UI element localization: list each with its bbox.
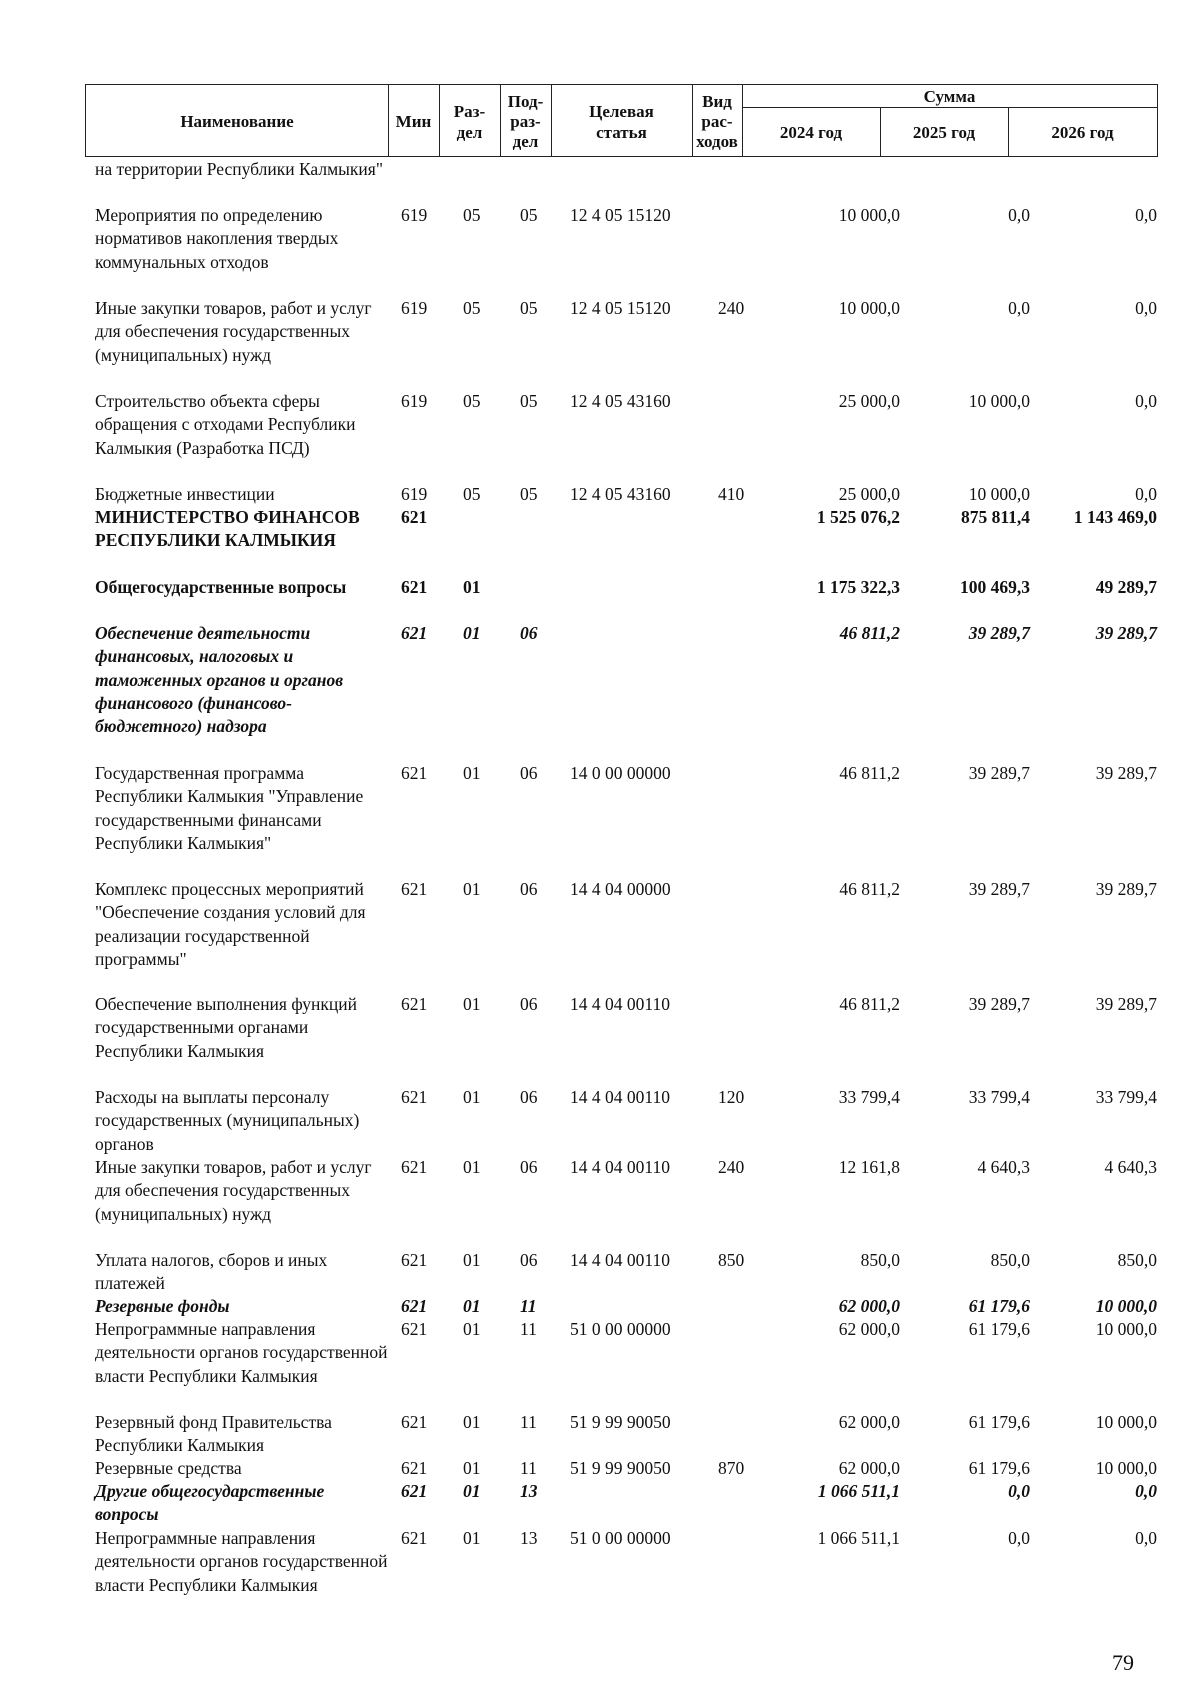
row-2025: 61 179,6 bbox=[968, 1296, 1030, 1316]
row-min: 621 bbox=[401, 1412, 428, 1432]
row-2025: 39 289,7 bbox=[968, 623, 1030, 643]
row-podrazdel: 11 bbox=[520, 1412, 537, 1432]
row-name: МИНИСТЕРСТВО ФИНАНСОВ РЕСПУБЛИКИ КАЛМЫКИЯ bbox=[95, 507, 360, 551]
row-podrazdel: 05 bbox=[520, 205, 538, 225]
row-2024: 62 000,0 bbox=[838, 1319, 900, 1339]
row-statya: 51 9 99 90050 bbox=[570, 1412, 671, 1432]
row-min: 621 bbox=[401, 1319, 428, 1339]
row-podrazdel: 05 bbox=[520, 391, 538, 411]
row-2024: 62 000,0 bbox=[838, 1412, 900, 1432]
row-2025: 33 799,4 bbox=[968, 1087, 1030, 1107]
row-2026: 39 289,7 bbox=[1095, 763, 1157, 783]
row-razdel: 01 bbox=[463, 1250, 481, 1270]
row-2024: 46 811,2 bbox=[839, 763, 900, 783]
row-statya: 51 0 00 00000 bbox=[570, 1319, 671, 1339]
row-2024: 46 811,2 bbox=[839, 623, 900, 643]
row-vid: 850 bbox=[718, 1250, 745, 1270]
row-min: 619 bbox=[401, 391, 428, 411]
row-2024: 1 175 322,3 bbox=[816, 577, 900, 597]
row-min: 621 bbox=[401, 994, 428, 1014]
header-2024: 2024 год bbox=[779, 123, 843, 142]
row-2024: 10 000,0 bbox=[838, 298, 900, 318]
row-min: 621 bbox=[401, 623, 428, 643]
row-min: 621 bbox=[401, 507, 428, 527]
row-2026: 39 289,7 bbox=[1095, 879, 1157, 899]
row-name: Строительство объекта сферы обращения с отходами Республики Калмыкия (Разработка ПСД) bbox=[95, 391, 356, 458]
row-2025: 0,0 bbox=[1008, 205, 1030, 225]
row-2025: 61 179,6 bbox=[968, 1412, 1030, 1432]
row-name: Обеспечение деятельности финансовых, налоговых и таможенных органов и органов финансового (финансово-бюджетного) надзора bbox=[95, 623, 344, 737]
row-name: Резервные средства bbox=[95, 1458, 242, 1478]
row-2026: 0,0 bbox=[1135, 391, 1157, 411]
row-min: 619 bbox=[401, 484, 428, 504]
row-2024: 62 000,0 bbox=[838, 1458, 900, 1478]
header-vid: Вид рас- ходов bbox=[696, 91, 738, 151]
row-2024: 46 811,2 bbox=[839, 994, 900, 1014]
row-2025: 39 289,7 bbox=[968, 879, 1030, 899]
row-name: Уплата налогов, сборов и иных платежей bbox=[95, 1250, 328, 1294]
row-razdel: 01 bbox=[463, 1319, 481, 1339]
row-min: 621 bbox=[401, 577, 428, 597]
row-razdel: 01 bbox=[463, 1528, 481, 1548]
row-min: 621 bbox=[401, 1296, 428, 1316]
row-statya: 14 4 04 00000 bbox=[570, 879, 671, 899]
row-2024: 10 000,0 bbox=[838, 205, 900, 225]
row-2025: 39 289,7 bbox=[968, 763, 1030, 783]
row-2026: 39 289,7 bbox=[1095, 994, 1157, 1014]
header-summa: Сумма bbox=[923, 86, 976, 106]
row-name: Бюджетные инвестиции bbox=[95, 484, 275, 504]
header-min: Мин bbox=[395, 112, 432, 131]
row-2026: 0,0 bbox=[1135, 1481, 1157, 1501]
row-statya: 12 4 05 15120 bbox=[570, 205, 671, 225]
row-name: Государственная программа Республики Калмыкия "Управление государственными финансами Республики Калмыкия" bbox=[95, 763, 364, 853]
row-2024: 1 066 511,1 bbox=[817, 1528, 900, 1548]
row-2025: 875 811,4 bbox=[960, 507, 1030, 527]
row-razdel: 01 bbox=[463, 1412, 481, 1432]
row-podrazdel: 11 bbox=[520, 1296, 537, 1316]
row-name: Мероприятия по определению нормативов накопления твердых коммунальных отходов bbox=[95, 205, 339, 272]
row-name: Общегосударственные вопросы bbox=[95, 577, 347, 597]
row-podrazdel: 11 bbox=[520, 1458, 537, 1478]
row-2024: 33 799,4 bbox=[838, 1087, 900, 1107]
row-2026: 0,0 bbox=[1135, 205, 1157, 225]
row-2026: 1 143 469,0 bbox=[1073, 507, 1157, 527]
row-razdel: 05 bbox=[463, 391, 481, 411]
page-number: 79 bbox=[1112, 1650, 1134, 1675]
row-podrazdel: 11 bbox=[520, 1319, 537, 1339]
header-name: Наименование bbox=[180, 112, 294, 131]
row-razdel: 01 bbox=[463, 1087, 481, 1107]
row-razdel: 05 bbox=[463, 298, 481, 318]
row-statya: 14 4 04 00110 bbox=[570, 1087, 670, 1107]
row-2026: 49 289,7 bbox=[1095, 577, 1157, 597]
row-min: 621 bbox=[401, 1087, 428, 1107]
row-2025: 10 000,0 bbox=[968, 484, 1030, 504]
row-2025: 850,0 bbox=[990, 1250, 1030, 1270]
row-razdel: 01 bbox=[463, 879, 481, 899]
row-statya: 14 0 00 00000 bbox=[570, 763, 671, 783]
row-min: 621 bbox=[401, 1250, 428, 1270]
row-vid: 240 bbox=[718, 1157, 745, 1177]
row-vid: 870 bbox=[718, 1458, 745, 1478]
row-statya: 14 4 04 00110 bbox=[570, 1157, 670, 1177]
header-razdel: Раз- дел bbox=[453, 101, 486, 142]
row-2025: 4 640,3 bbox=[977, 1157, 1030, 1177]
row-vid: 240 bbox=[718, 298, 745, 318]
row-name: Обеспечение выполнения функций государственными органами Республики Калмыкия bbox=[95, 994, 357, 1061]
row-podrazdel: 06 bbox=[520, 879, 538, 899]
row-statya: 51 0 00 00000 bbox=[570, 1528, 671, 1548]
row-podrazdel: 13 bbox=[520, 1481, 538, 1501]
row-razdel: 01 bbox=[463, 1458, 481, 1478]
row-statya: 12 4 05 43160 bbox=[570, 484, 671, 504]
row-razdel: 05 bbox=[463, 484, 481, 504]
row-2025: 61 179,6 bbox=[968, 1458, 1030, 1478]
row-name: Иные закупки товаров, работ и услуг для обеспечения государственных (муниципальных) нужд bbox=[95, 1157, 372, 1224]
row-razdel: 01 bbox=[463, 1481, 481, 1501]
row-2024: 850,0 bbox=[860, 1250, 900, 1270]
row-2024: 25 000,0 bbox=[838, 391, 900, 411]
row-min: 621 bbox=[401, 1528, 428, 1548]
row-razdel: 05 bbox=[463, 205, 481, 225]
row-razdel: 01 bbox=[463, 1296, 481, 1316]
row-2024: 1 066 511,1 bbox=[817, 1481, 900, 1501]
row-name: на территории Республики Калмыкия" bbox=[95, 159, 383, 179]
row-statya: 14 4 04 00110 bbox=[570, 1250, 670, 1270]
row-2025: 100 469,3 bbox=[960, 577, 1030, 597]
header-2026: 2026 год bbox=[1051, 123, 1114, 142]
row-2026: 0,0 bbox=[1135, 298, 1157, 318]
row-podrazdel: 05 bbox=[520, 484, 538, 504]
row-min: 621 bbox=[401, 1157, 428, 1177]
row-podrazdel: 06 bbox=[520, 763, 538, 783]
row-2026: 39 289,7 bbox=[1095, 623, 1157, 643]
row-podrazdel: 05 bbox=[520, 298, 538, 318]
row-2025: 0,0 bbox=[1008, 1481, 1030, 1501]
row-podrazdel: 13 bbox=[520, 1528, 538, 1548]
row-2024: 12 161,8 bbox=[838, 1157, 900, 1177]
table-header bbox=[85, 84, 1158, 157]
row-podrazdel: 06 bbox=[520, 1157, 538, 1177]
row-podrazdel: 06 bbox=[520, 623, 538, 643]
row-2025: 0,0 bbox=[1008, 1528, 1030, 1548]
row-name: Комплекс процессных мероприятий "Обеспечение создания условий для реализации государственной программы" bbox=[95, 879, 366, 969]
row-2024: 62 000,0 bbox=[838, 1296, 900, 1316]
row-statya: 12 4 05 15120 bbox=[570, 298, 671, 318]
row-2026: 4 640,3 bbox=[1104, 1157, 1157, 1177]
row-min: 619 bbox=[401, 205, 428, 225]
header-podrazdel: Под- раз- дел bbox=[507, 91, 544, 151]
row-razdel: 01 bbox=[463, 763, 481, 783]
row-name: Иные закупки товаров, работ и услуг для обеспечения государственных (муниципальных) нужд bbox=[95, 298, 372, 365]
row-name: Расходы на выплаты персоналу государственных (муниципальных) органов bbox=[95, 1087, 360, 1154]
row-name: Резервный фонд Правительства Республики Калмыкия bbox=[95, 1412, 332, 1456]
row-2025: 10 000,0 bbox=[968, 391, 1030, 411]
row-2024: 46 811,2 bbox=[839, 879, 900, 899]
row-2026: 0,0 bbox=[1135, 484, 1157, 504]
header-2025: 2025 год bbox=[912, 123, 976, 142]
row-name: Другие общегосударственные вопросы bbox=[95, 1481, 325, 1525]
row-2024: 1 525 076,2 bbox=[816, 507, 900, 527]
row-2025: 0,0 bbox=[1008, 298, 1030, 318]
row-podrazdel: 06 bbox=[520, 1250, 538, 1270]
row-2025: 61 179,6 bbox=[968, 1319, 1030, 1339]
row-min: 621 bbox=[401, 879, 428, 899]
row-2026: 10 000,0 bbox=[1095, 1296, 1157, 1316]
header-statya: Целевая статья bbox=[589, 101, 654, 142]
row-statya: 12 4 05 43160 bbox=[570, 391, 671, 411]
row-razdel: 01 bbox=[463, 1157, 481, 1177]
row-2026: 10 000,0 bbox=[1095, 1319, 1157, 1339]
row-name: Непрограммные направления деятельности органов государственной власти Республики Калмыкия bbox=[95, 1319, 388, 1386]
row-podrazdel: 06 bbox=[520, 1087, 538, 1107]
row-razdel: 01 bbox=[463, 577, 481, 597]
row-2026: 0,0 bbox=[1135, 1528, 1157, 1548]
row-min: 621 bbox=[401, 1481, 428, 1501]
row-2026: 10 000,0 bbox=[1095, 1412, 1157, 1432]
row-name: Непрограммные направления деятельности органов государственной власти Республики Калмыкия bbox=[95, 1528, 388, 1595]
row-2026: 10 000,0 bbox=[1095, 1458, 1157, 1478]
row-statya: 14 4 04 00110 bbox=[570, 994, 670, 1014]
row-min: 619 bbox=[401, 298, 428, 318]
row-vid: 120 bbox=[718, 1087, 745, 1107]
row-podrazdel: 06 bbox=[520, 994, 538, 1014]
row-2026: 850,0 bbox=[1117, 1250, 1157, 1270]
row-2026: 33 799,4 bbox=[1095, 1087, 1157, 1107]
row-min: 621 bbox=[401, 763, 428, 783]
row-2024: 25 000,0 bbox=[838, 484, 900, 504]
row-name: Резервные фонды bbox=[95, 1296, 230, 1316]
row-statya: 51 9 99 90050 bbox=[570, 1458, 671, 1478]
row-razdel: 01 bbox=[463, 994, 481, 1014]
row-razdel: 01 bbox=[463, 623, 481, 643]
row-vid: 410 bbox=[718, 484, 745, 504]
row-2025: 39 289,7 bbox=[968, 994, 1030, 1014]
row-min: 621 bbox=[401, 1458, 428, 1478]
